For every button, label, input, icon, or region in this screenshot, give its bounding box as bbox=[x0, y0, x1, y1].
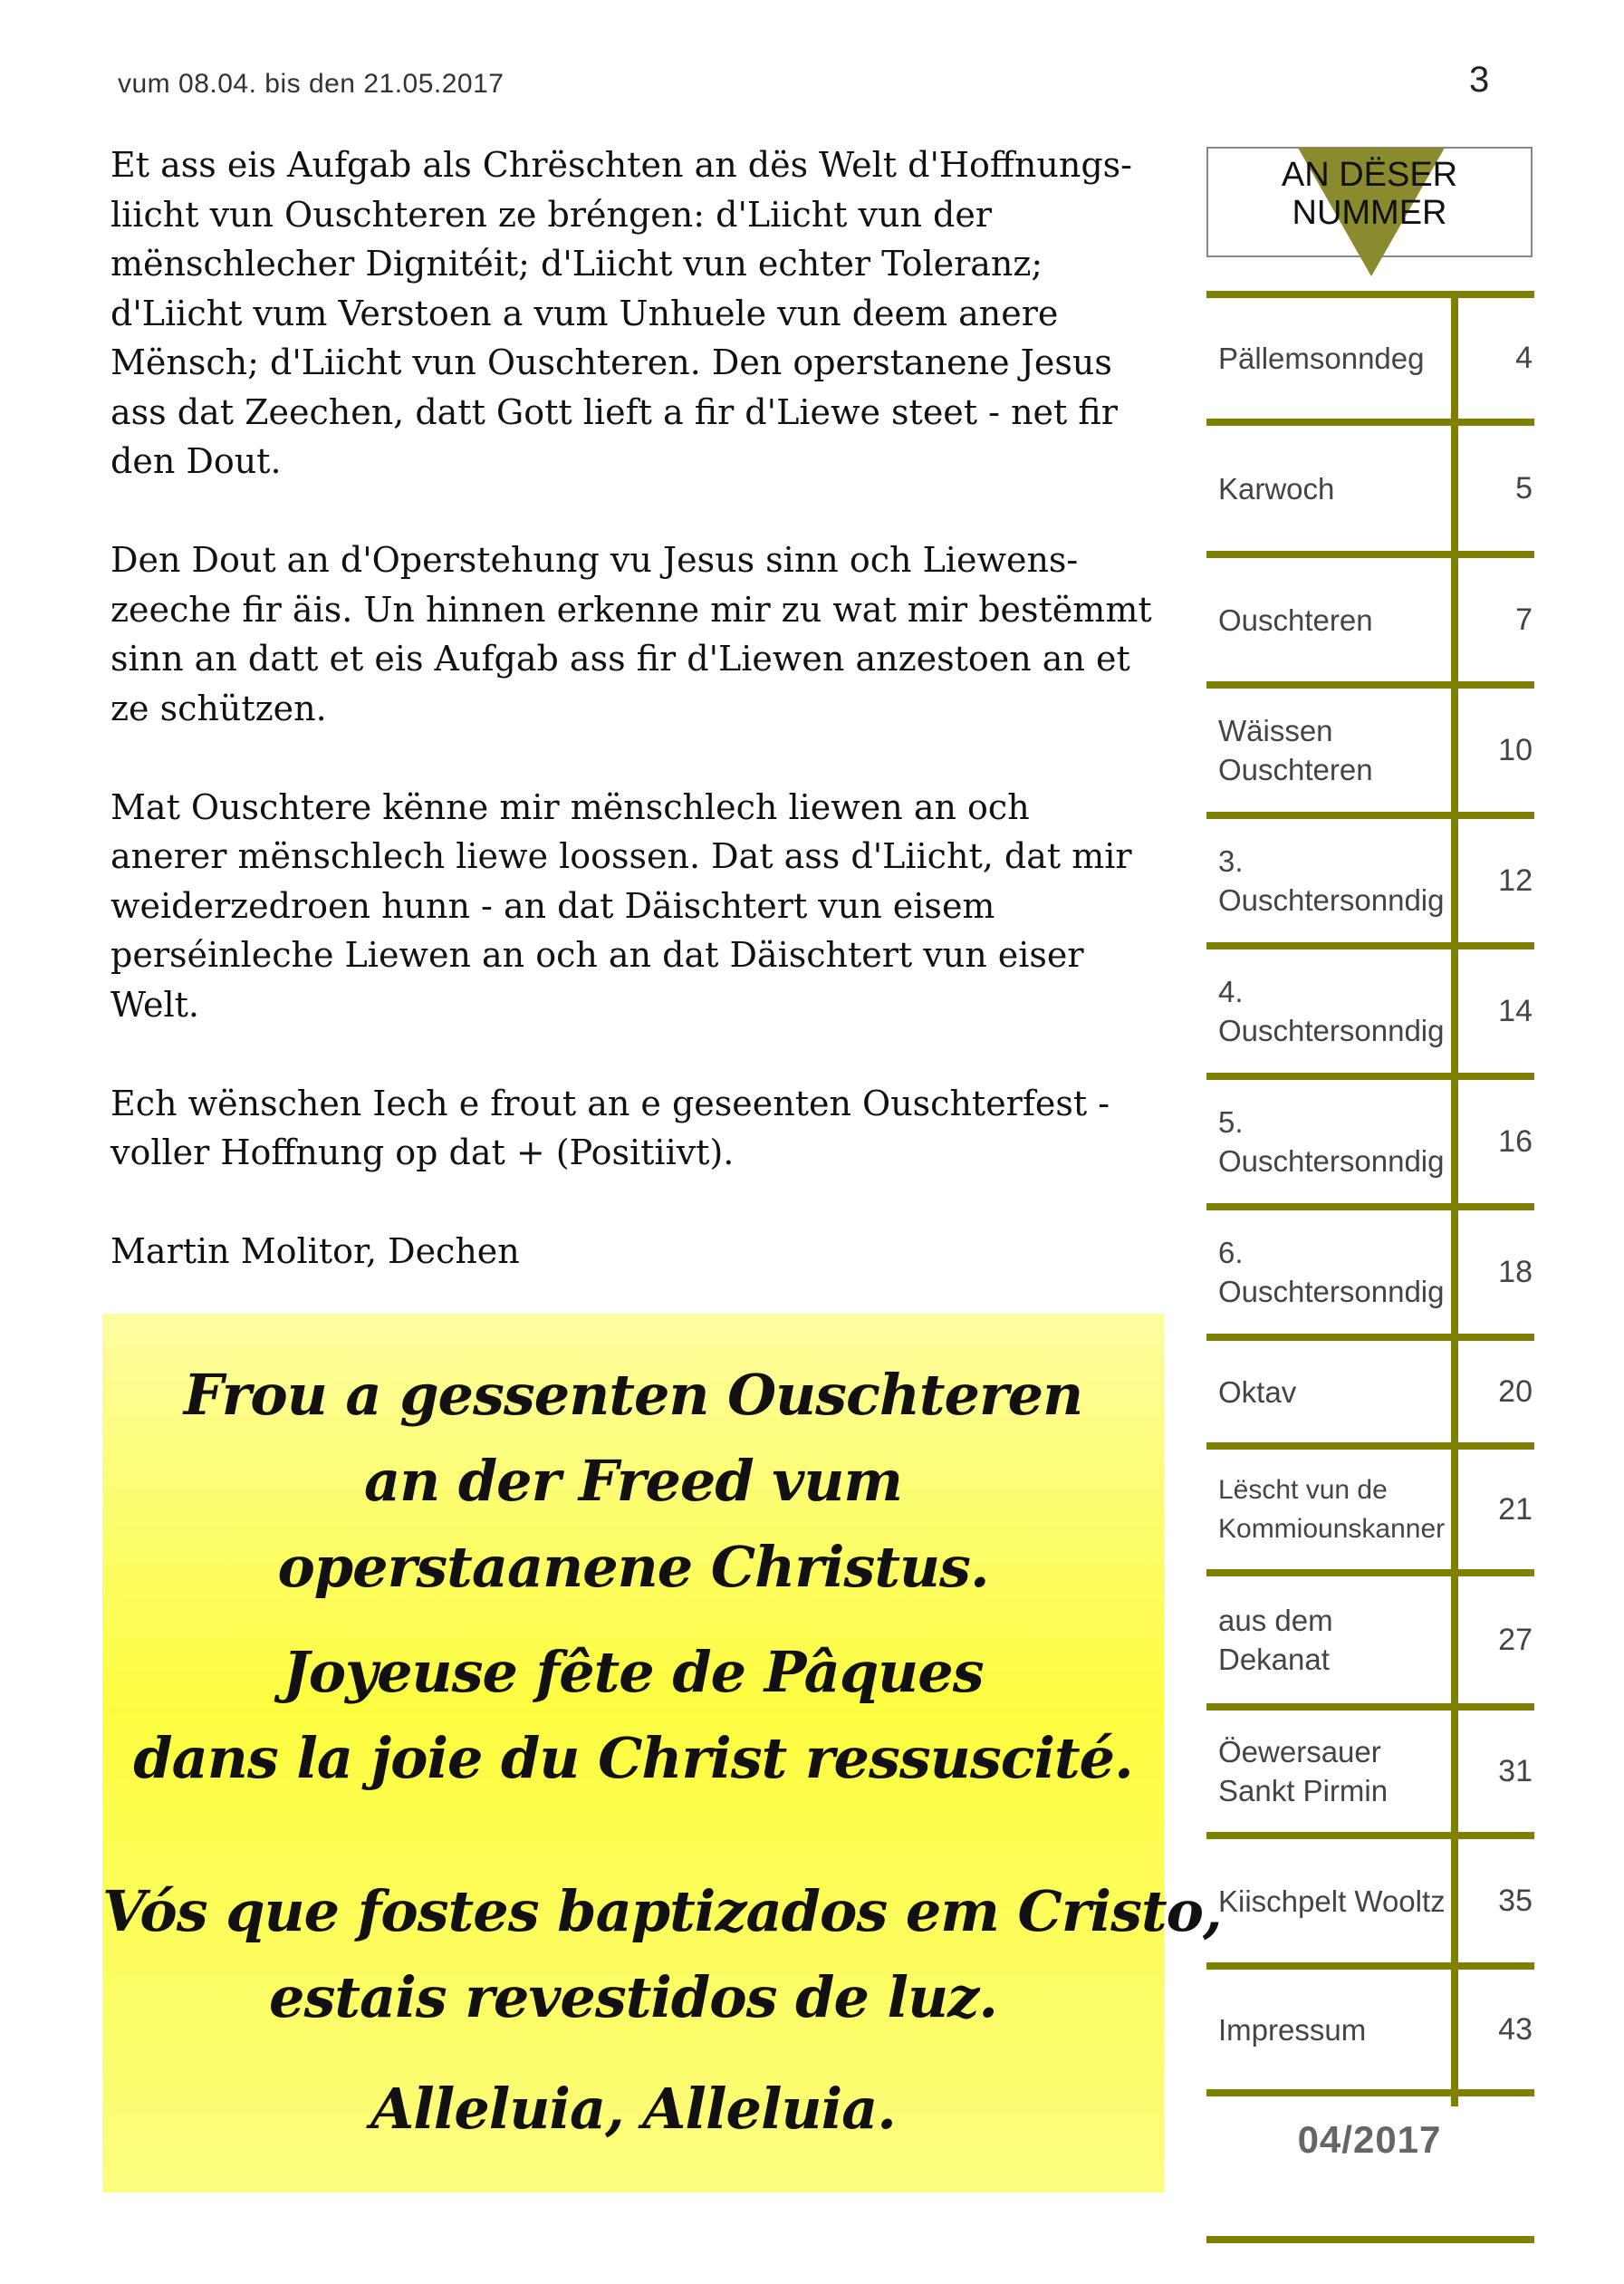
article-signature: Martin Molitor, Dechen bbox=[111, 1231, 520, 1271]
greeting-luxembourgish bbox=[102, 1352, 1164, 1610]
greeting-alleluia bbox=[102, 2066, 1164, 2152]
toc-title-line: NUMMER bbox=[1292, 194, 1447, 232]
toc-divider bbox=[1206, 291, 1534, 298]
greeting-line: Alleluia, Alleluia. bbox=[370, 2076, 896, 2142]
toc-item-page[interactable]: 14 bbox=[1498, 993, 1533, 1028]
article-paragraph: Mat Ouschtere kënne mir mënschlech liewen an och anerer mënschlech liewe loossen. Dat ass d'Liicht, dat mir weiderzedroen hunn - an dat Däischtert vun eisem perséinleche Liewen an och an dat Däischtert vun eiser Welt. bbox=[111, 786, 1132, 1025]
toc-item-page[interactable]: 12 bbox=[1498, 863, 1533, 898]
toc-item-label[interactable]: 3. Ouschtersonndig bbox=[1218, 844, 1445, 917]
toc-item-label[interactable]: Oktav bbox=[1218, 1374, 1297, 1409]
toc-item-label[interactable]: Wäissen Ouschteren bbox=[1218, 714, 1373, 786]
toc-item-page[interactable]: 7 bbox=[1515, 602, 1533, 637]
toc-divider bbox=[1206, 942, 1534, 949]
toc-item-label[interactable]: Impressum bbox=[1218, 2012, 1367, 2047]
toc-item-label[interactable]: 6. Ouschtersonndig bbox=[1218, 1236, 1445, 1308]
greeting-line: Frou a gessenten Ouschteren bbox=[183, 1362, 1083, 1428]
article-body bbox=[111, 140, 1152, 1277]
greeting-french bbox=[102, 1629, 1164, 1801]
article-paragraph: Den Dout an d'Operstehung vu Jesus sinn och Liewens-zeeche fir äis. Un hinnen erkenne mir zu wat mir bestëmmt sinn an datt et eis Aufgab ass fir d'Liewen anzestoen an et ze schützen. bbox=[111, 540, 1152, 728]
toc-divider bbox=[1206, 1832, 1534, 1839]
toc-title-line: AN DËSER bbox=[1281, 156, 1458, 194]
greeting-line: operstaanene Christus. bbox=[277, 1534, 989, 1600]
toc-item-label[interactable]: 4. Ouschtersonndig bbox=[1218, 975, 1445, 1047]
toc-item-page[interactable]: 16 bbox=[1498, 1123, 1533, 1159]
toc-item-page[interactable]: 21 bbox=[1498, 1491, 1533, 1527]
toc-title bbox=[1206, 156, 1533, 232]
toc-item-page[interactable]: 10 bbox=[1498, 732, 1533, 767]
article-paragraph: Et ass eis Aufgab als Chrëschten an dës Welt d'Hoffnungs-liicht vun Ouschteren ze bréngen: d'Liicht vun der mënschlecher Dignitéit; d'Liicht vun echter Toleranz; d'Liicht vum Verstoen a vum Unhuele vun deem anere Mënsch; d'Liicht vun Ouschteren. Den operstanene Jesus ass dat Zeechen, datt Gott lieft a fir d'Liewe steet - net fir den Dout. bbox=[111, 145, 1132, 481]
toc-divider bbox=[1206, 1334, 1534, 1341]
toc-divider bbox=[1206, 1569, 1534, 1576]
toc-divider bbox=[1206, 1703, 1534, 1711]
toc-divider bbox=[1206, 681, 1534, 689]
toc-item-label[interactable]: aus dem Dekanat bbox=[1218, 1604, 1333, 1676]
toc-divider bbox=[1206, 2089, 1534, 2096]
toc-item-page[interactable]: 43 bbox=[1498, 2011, 1533, 2047]
greeting-line: dans la joie du Christ ressuscité. bbox=[133, 1725, 1133, 1791]
toc-divider bbox=[1206, 812, 1534, 819]
greeting-line: estais revestidos de luz. bbox=[269, 1964, 997, 2030]
toc-item-label[interactable]: Pällemsonndeg bbox=[1218, 342, 1425, 375]
toc-item-label[interactable]: Kiischpelt Wooltz bbox=[1218, 1884, 1446, 1918]
toc-item-page[interactable]: 35 bbox=[1498, 1883, 1533, 1918]
toc-item-label[interactable]: Öewersauer Sankt Pirmin bbox=[1218, 1735, 1389, 1807]
article-paragraph: Ech wënschen Iech e frout an e geseenten Ouschterfest - voller Hoffnung op dat + (Positiivt). bbox=[111, 1083, 1110, 1172]
issue-date-range: vum 08.04. bis den 21.05.2017 bbox=[118, 69, 504, 99]
toc-divider bbox=[1206, 2236, 1534, 2243]
toc-item-page[interactable]: 4 bbox=[1515, 341, 1533, 375]
toc-divider bbox=[1206, 419, 1534, 426]
greeting-line: an der Freed vum bbox=[363, 1448, 902, 1514]
toc-item-label[interactable]: 5. Ouschtersonndig bbox=[1218, 1105, 1445, 1178]
toc-divider bbox=[1206, 551, 1534, 558]
toc-item-label[interactable]: Karwoch bbox=[1218, 471, 1335, 506]
toc-divider bbox=[1206, 1073, 1534, 1080]
greeting-line: Joyeuse fête de Pâques bbox=[283, 1639, 984, 1705]
greeting-line: Vós que fostes baptizados em Cristo, bbox=[102, 1878, 1222, 1944]
greeting-portuguese bbox=[102, 1868, 1222, 2040]
page-number: 3 bbox=[1469, 60, 1490, 100]
toc-item-label[interactable]: Ouschteren bbox=[1218, 602, 1373, 637]
toc-divider bbox=[1206, 1442, 1534, 1450]
toc-divider bbox=[1206, 1962, 1534, 1970]
toc-item-page[interactable]: 27 bbox=[1498, 1622, 1533, 1657]
issue-number: 04/2017 bbox=[1297, 2118, 1442, 2161]
toc-divider bbox=[1206, 1203, 1534, 1210]
toc-item-page[interactable]: 31 bbox=[1498, 1753, 1533, 1788]
easter-greeting-box bbox=[102, 1314, 1222, 2192]
toc-item-page[interactable]: 18 bbox=[1498, 1254, 1533, 1289]
toc-item-label[interactable]: Lëscht vun de Kommiounskanner bbox=[1218, 1475, 1446, 1544]
toc-item-page[interactable]: 20 bbox=[1498, 1373, 1533, 1409]
toc-item-page[interactable]: 5 bbox=[1515, 470, 1533, 506]
